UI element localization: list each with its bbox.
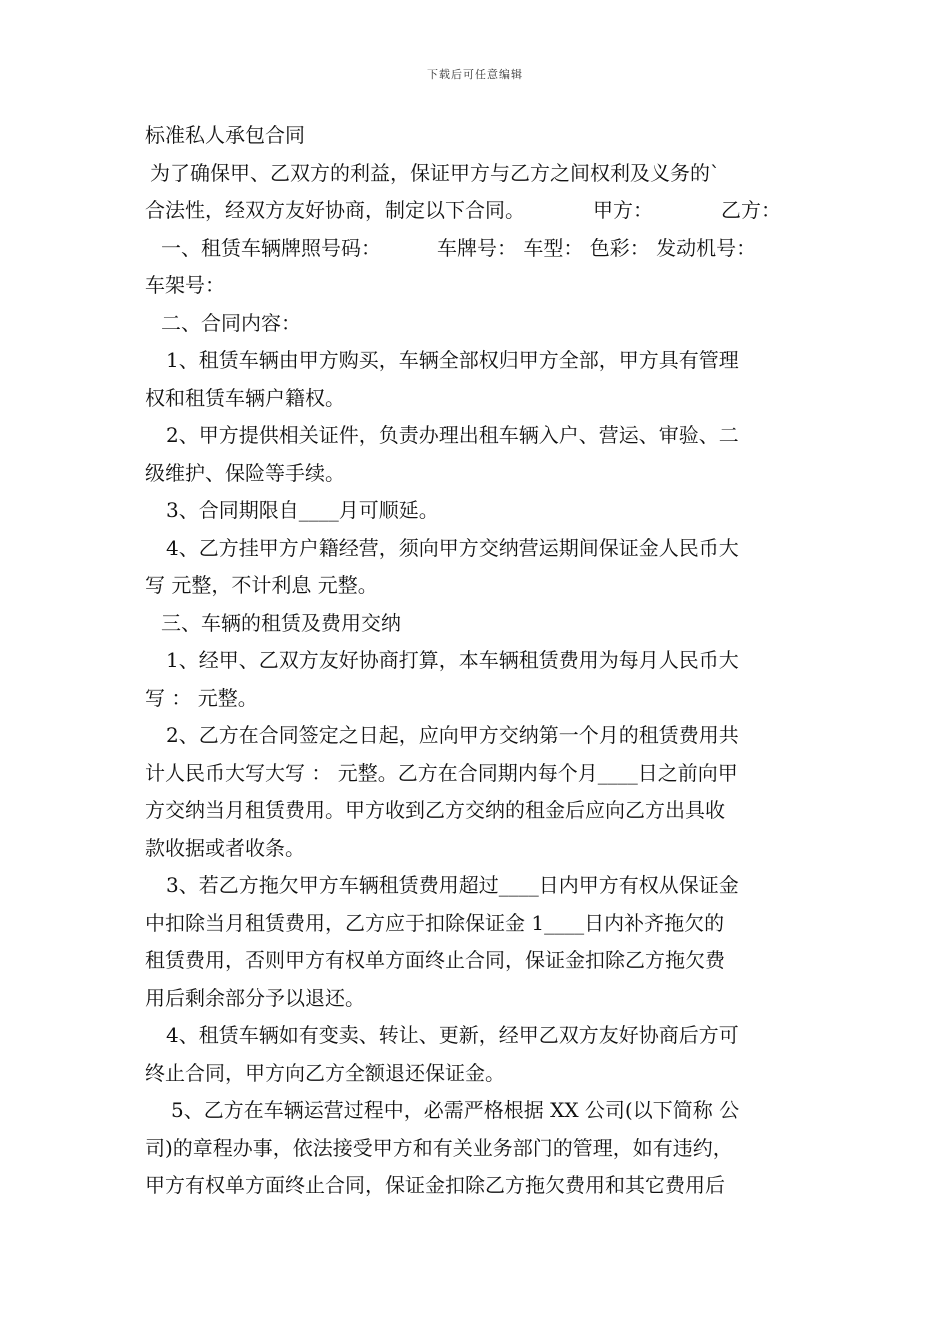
paragraph-line: 5、乙方在车辆运营过程中，必需严格根据 XX 公司(以下简称 公 bbox=[171, 1098, 740, 1122]
paragraph-line: 中扣除当月租赁费用，乙方应于扣除保证金 1____日内补齐拖欠的 bbox=[145, 910, 725, 935]
party-b-label: 乙方： bbox=[721, 198, 781, 222]
chassis-number-label: 车架号： bbox=[145, 273, 225, 297]
page-header: 下载后可任意编辑 bbox=[427, 68, 523, 81]
paragraph-line: 2、乙方在合同签定之日起，应向甲方交纳第一个月的租赁费用共 bbox=[166, 723, 739, 747]
paragraph-line: 1、经甲、乙双方友好协商打算，本车辆租赁费用为每月人民币大 bbox=[166, 648, 739, 672]
paragraph-line: 1、租赁车辆由甲方购买，车辆全部权归甲方全部，甲方具有管理 bbox=[166, 348, 739, 372]
document-body bbox=[145, 117, 815, 1205]
section-heading: 二、合同内容： bbox=[161, 310, 301, 335]
paragraph-line: 2、甲方提供相关证件，负责办理出租车辆入户、营运、审验、二 bbox=[166, 423, 739, 447]
section-heading: 三、车辆的租赁及费用交纳 bbox=[161, 610, 401, 635]
paragraph-line: 方交纳当月租赁费用。甲方收到乙方交纳的租金后应向乙方出具收 bbox=[145, 798, 725, 822]
paragraph-line: 司)的章程办事，依法接受甲方和有关业务部门的管理，如有违约， bbox=[145, 1135, 733, 1160]
paragraph-line: 4、租赁车辆如有变卖、转让、更新，经甲乙双方友好协商后方可 bbox=[166, 1023, 739, 1047]
paragraph-line: 3、若乙方拖欠甲方车辆租赁费用超过____日内甲方有权从保证金 bbox=[166, 873, 739, 897]
party-a-label: 甲方： bbox=[593, 198, 653, 222]
paragraph-line: 终止合同，甲方向乙方全额退还保证金。 bbox=[145, 1060, 505, 1085]
paragraph-line: 4、乙方挂甲方户籍经营，须向甲方交纳营运期间保证金人民币大 bbox=[166, 535, 739, 560]
vehicle-model-label: 车型： bbox=[523, 235, 584, 260]
plate-number-label: 一、租赁车辆牌照号码： bbox=[161, 235, 381, 260]
color-label: 色彩： bbox=[589, 235, 650, 260]
paragraph-line: 级维护、保险等手续。 bbox=[145, 460, 345, 485]
paragraph-line bbox=[145, 192, 815, 230]
document-title: 标准私人承包合同 bbox=[145, 123, 305, 147]
paragraph-line: 写 ： 元整。 bbox=[145, 685, 258, 710]
paragraph-line: 租赁费用，否则甲方有权单方面终止合同，保证金扣除乙方拖欠费 bbox=[145, 948, 725, 972]
paragraph-line: 写 元整，不计利息 元整。 bbox=[145, 573, 378, 597]
paragraph-line: 为了确保甲、乙双方的利益，保证甲方与乙方之间权利及义务的` bbox=[150, 160, 720, 185]
paragraph-line: 款收据或者收条。 bbox=[145, 835, 305, 860]
section-heading bbox=[145, 230, 815, 268]
paragraph-text: 合法性，经双方友好协商，制定以下合同。 bbox=[145, 198, 525, 222]
paragraph-line: 用后剩余部分予以退还。 bbox=[145, 985, 365, 1010]
license-plate-label: 车牌号： bbox=[437, 235, 517, 260]
paragraph-line: 3、合同期限自____月可顺延。 bbox=[166, 498, 439, 522]
paragraph-line: 计人民币大写大写 ： 元整。乙方在合同期内每个月____日之前向甲 bbox=[145, 760, 738, 785]
paragraph-line: 权和租赁车辆户籍权。 bbox=[145, 385, 345, 410]
paragraph-line: 甲方有权单方面终止合同，保证金扣除乙方拖欠费用和其它费用后 bbox=[145, 1173, 725, 1197]
engine-number-label: 发动机号： bbox=[656, 235, 757, 260]
